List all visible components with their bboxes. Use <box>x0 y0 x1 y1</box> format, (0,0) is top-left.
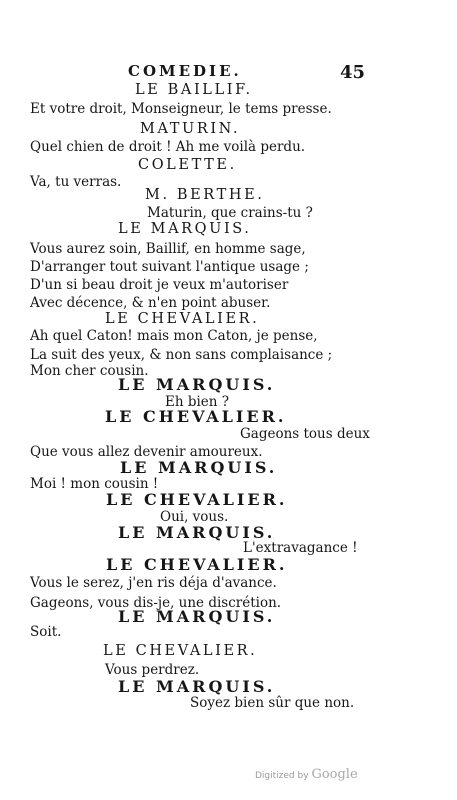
speaker-name: LE MARQUIS. <box>118 221 252 237</box>
speaker-name: LE CHEVALIER. <box>106 490 288 509</box>
speaker-name: LE BAILLIF. <box>135 82 253 98</box>
digitized-by-label: Digitized by <box>255 771 309 781</box>
page-number: 45 <box>340 62 366 83</box>
speaker-name: LE CHEVALIER. <box>105 407 287 426</box>
dialogue-line: Gageons tous deux <box>240 426 370 442</box>
dialogue-line: L'extravagance ! <box>243 540 358 556</box>
dialogue-line: Vous aurez soin, Baillif, en homme sage, <box>30 241 306 257</box>
dialogue-line: D'arranger tout suivant l'antique usage ; <box>30 259 309 275</box>
dialogue-line: Maturin, que crains-tu ? <box>147 205 313 221</box>
dialogue-line: Et votre droit, Monseigneur, le tems presse. <box>30 101 332 117</box>
dialogue-line: Ah quel Caton! mais mon Caton, je pense, <box>30 328 318 344</box>
speaker-name: LE MARQUIS. <box>118 375 276 394</box>
speaker-name: LE MARQUIS. <box>118 523 276 542</box>
speaker-name: LE CHEVALIER. <box>106 555 288 574</box>
google-logo: Google <box>311 767 358 782</box>
dialogue-line: Oui, vous. <box>160 509 229 525</box>
dialogue-line: Soit. <box>30 624 62 640</box>
speaker-name: LE CHEVALIER. <box>103 643 258 659</box>
dialogue-line: D'un si beau droit je veux m'autoriser <box>30 277 289 293</box>
dialogue-line: Mon cher cousin. <box>30 363 149 379</box>
speaker-name: COLETTE. <box>138 157 237 173</box>
digitization-footer <box>255 768 358 781</box>
dialogue-line: Va, tu verras. <box>30 174 122 190</box>
dialogue-line: Moi ! mon cousin ! <box>30 476 159 492</box>
dialogue-line: Eh bien ? <box>165 394 230 410</box>
running-title: COMEDIE. <box>128 62 242 80</box>
speaker-name: LE MARQUIS. <box>120 458 278 477</box>
dialogue-line: Vous le serez, j'en ris déja d'avance. <box>30 575 277 591</box>
speaker-name: LE MARQUIS. <box>118 677 276 696</box>
speaker-name: LE MARQUIS. <box>118 607 276 626</box>
dialogue-line: La suit des yeux, & non sans complaisance ; <box>30 347 333 363</box>
speaker-name: M. BERTHE. <box>145 187 265 203</box>
speaker-name: LE CHEVALIER. <box>105 311 260 327</box>
dialogue-line: Que vous allez devenir amoureux. <box>30 444 263 460</box>
dialogue-line: Avec décence, & n'en point abuser. <box>30 295 271 311</box>
dialogue-line: Soyez bien sûr que non. <box>190 695 355 711</box>
speaker-name: MATURIN. <box>140 121 241 137</box>
dialogue-line: Vous perdrez. <box>105 662 200 678</box>
dialogue-line: Quel chien de droit ! Ah me voilà perdu. <box>30 139 306 155</box>
dialogue-line: Gageons, vous dis-je, une discrétion. <box>30 595 282 611</box>
